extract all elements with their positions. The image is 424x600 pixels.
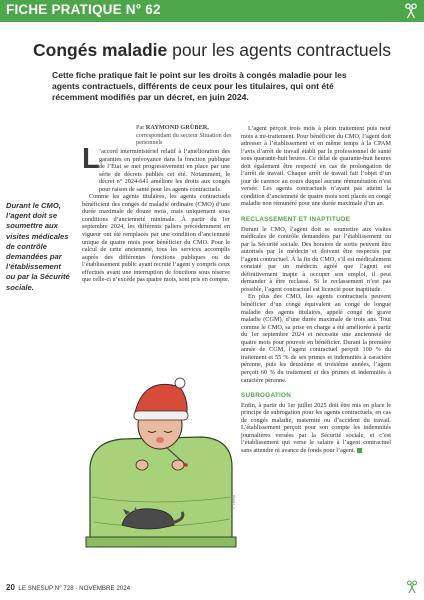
- end-square-icon: [357, 448, 362, 453]
- byline-prefix: Par: [136, 124, 146, 131]
- byline: [136, 124, 246, 147]
- article-paragraph: L’agent perçoit trois mois à plein traitement puis neuf mois à mi-traitement. Pour bénéficier du CMO, l’agent doit adresser à l’établissement et en même temps à la CPAM l’avis d’arrêt de travail établi par le professionnel de santé sous quarante-huit heures. Ce délai de quarante-huit heures doit également être respecté en cas de prolongation de l’arrêt de travail. Chaque arrêt de travail fait l’objet d’un jour de carence au cours duquel aucune rémunération n’est versée. Les agents contractuels n’ayant pas atteint la condition d’ancienneté de quatre mois sont placés en congé maladie non rémunéré pour une durée maximale d’un an.: [241, 125, 391, 208]
- page-title: [0, 40, 424, 61]
- title-bold: Congés maladie: [33, 40, 168, 60]
- article-column-middle: [82, 143, 230, 284]
- page-footer: [6, 583, 130, 592]
- band-title: FICHE PRATIQUE N° 62: [6, 2, 161, 17]
- article-column-right: [241, 125, 391, 454]
- drop-cap: L: [82, 143, 100, 175]
- byline-role: correspondant du secteur Situation des personnels: [136, 131, 232, 147]
- article-paragraph: Durant le CMO, l’agent doit se soumettre aux visites médicales de contrôle demandées par l’établissement ou par la Sécurité sociale. Des horaires de sortie peuvent être autorisés par le médecin et doivent être respectés par l’agent contractuel. À la fin du CMO, s’il est médicalement constaté par un médecin agréé que l’agent est définitivement inapte à occuper son emploi, il peut demander à être reclassé. Si le reclassement n’est pas possible, l’agent contractuel est licencié pour inaptitude.: [241, 225, 391, 293]
- illustration-credit: © Fredo: [231, 494, 236, 510]
- article-paragraph: En plus des CMO, les agents contractuels peuvent bénéficier d’un congé équivalent au congé de longue maladie des agents titulaires, appelé congé de grave maladie (CGM), d’une durée maximale de trois ans. Tout comme le CMO, sa prise en charge a été améliorée à partir du 1er septembre 2024 et nécessite une ancienneté de quatre mois pour pouvoir en bénéficier. Durant la première année de CGM, l’agent contractuel perçoit 100 % du traitement et 55 % de ses primes et indemnités à caractère pérenne, puis les deuxième et troisième années, l’agent perçoit 60 % du traitement et des primes et indemnités à caractère pérenne.: [241, 293, 391, 384]
- scissors-icon: [404, 3, 418, 19]
- sick-person-in-bed-illustration: [82, 347, 238, 567]
- byline-author: RAYMOND GRÜBER,: [145, 124, 209, 131]
- section-heading-subrogation: SUBROGATION: [241, 392, 292, 400]
- section-heading-reclassement: RECLASSEMENT ET INAPTITUDE: [241, 216, 351, 224]
- title-rest: pour les agents contractuels: [167, 40, 391, 60]
- lead-paragraph: Cette fiche pratique fait le point sur les droits à congés maladie pour les agents contractuels, différents de ceux pour les titulaires, qui ont été récemment modifiés par un décret, en juin 2024.: [52, 70, 347, 103]
- subrogation-text: Enfin, à partir du 1er juillet 2025 doit être mis en place le principe de subrogation pour les agents contractuels, en cas de congés maladie, maternité ou d’accident du travail. L’établissement perçoit pour son compte les indemnités journalières versées par la Sécurité sociale, et c’est l’établissement qui verse le salaire à l’agent contractuel sans attendre ni avance de fonds pour l’agent.: [241, 401, 391, 454]
- pull-quote: Durant le CMO, l’agent doit se soumettre aux visites médicales de contrôle demandées par l’établissement ou par la Sécurité sociale.: [6, 201, 70, 292]
- article-paragraph: ’accord interministériel relatif à l’amélioration des garanties en prévoyance dans la fonction publique de l’État se met progressivement en place par une série de décrets publiés cet été. Notamment, le décret n° 2024-641 améliore les droits aux congés pour raison de santé pour les agents contractuels.: [99, 148, 230, 193]
- page-number: 20: [6, 583, 15, 592]
- publication-info: LE SNESUP N° 728 - NOVEMBRE 2024: [18, 585, 131, 592]
- scissors-icon: [406, 580, 418, 594]
- article-paragraph: [241, 402, 391, 455]
- article-paragraph: Comme les agents titulaires, les agents contractuels bénéficient des congés de maladie ordinaire (CMO) d’une durée maximale de douze mois, mais uniquement sous conditions d’ancienneté minimale. À partir du 1er septembre 2024, les différents paliers précédemment en vigueur ont été remplacés par une condition d’ancienneté unique de quatre mois pour bénéficier du CMO. Pour le calcul de cette ancienneté, tous les services accomplis auprès des différentes fonctions publiques ou de l’établissement public ayant recruté l’agent y compris ceux effectués avant une interruption de fonctions sous réserve que celle-ci n’excède pas quatre mois, sont pris en compte.: [82, 193, 230, 284]
